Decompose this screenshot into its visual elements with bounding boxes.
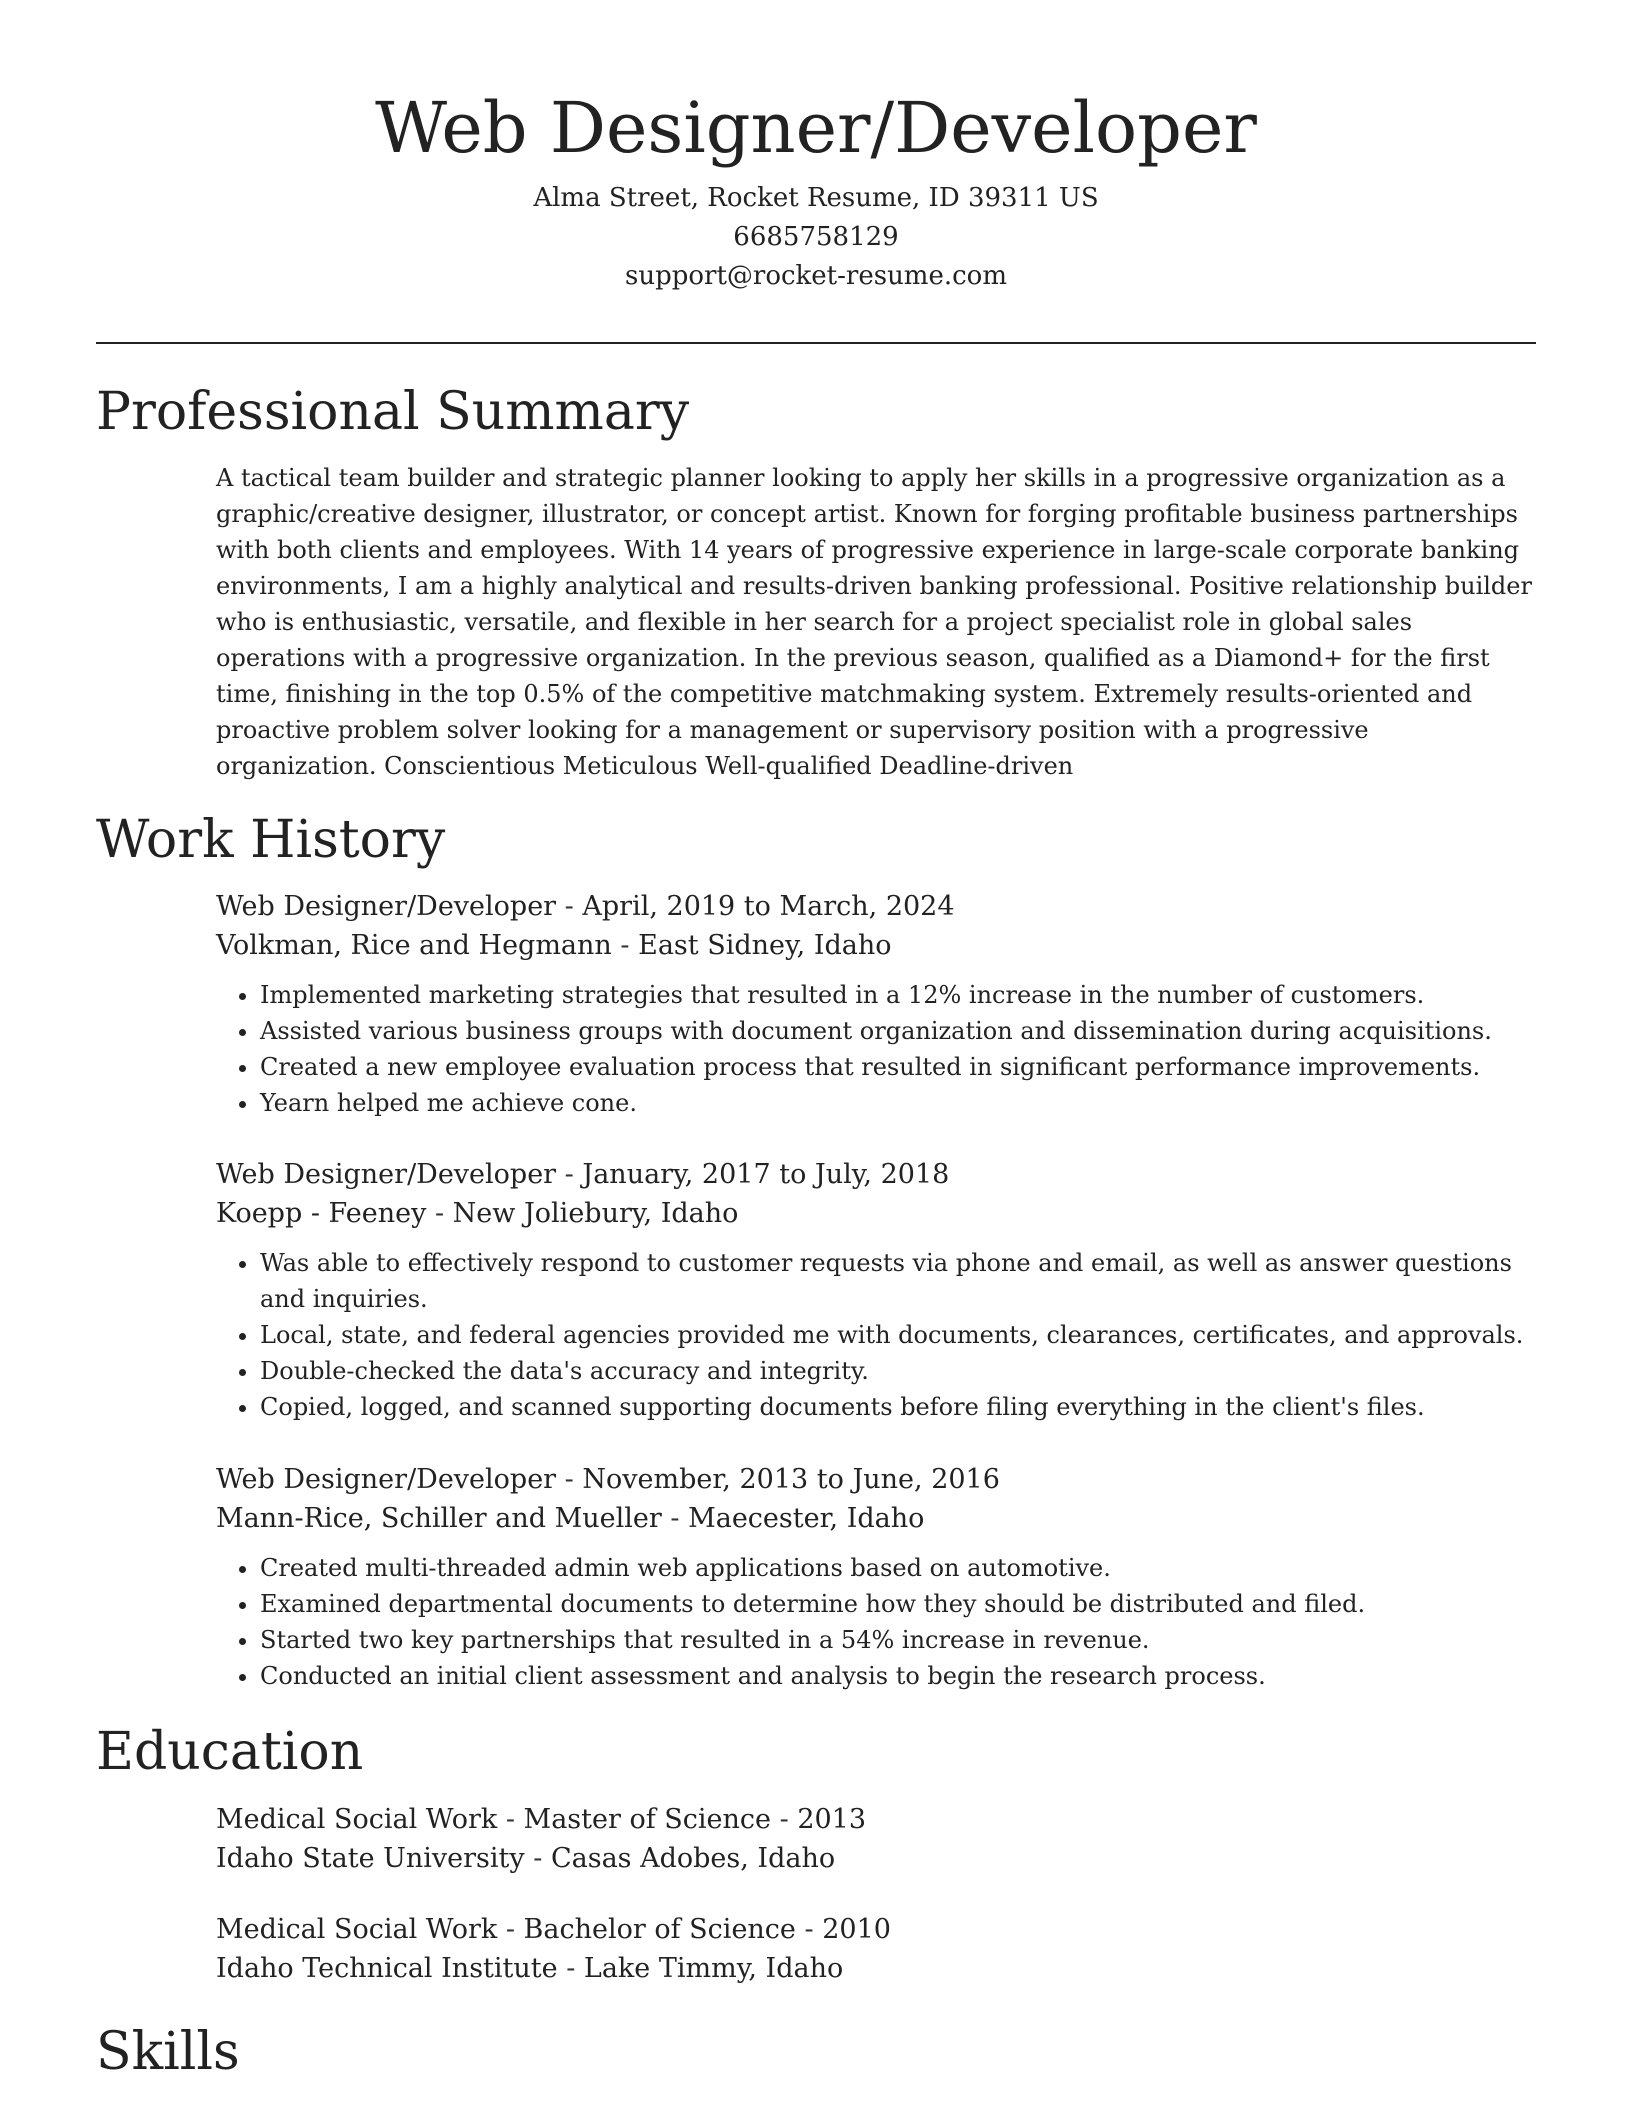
degree-year: 2010 — [822, 1914, 891, 1945]
job-dates: April, 2019 to March, 2024 — [582, 891, 955, 922]
list-item: • Created a new employee evaluation process that resulted in significant performance improvements. — [260, 1049, 1536, 1085]
job-company-line — [216, 926, 1536, 965]
job-title-line — [216, 887, 1536, 926]
school-name: Idaho State University — [216, 1843, 525, 1874]
list-item: • Conducted an initial client assessment and analysis to begin the research process. — [260, 1658, 1536, 1694]
header-divider — [96, 342, 1536, 344]
job-duties-list — [216, 977, 1536, 1121]
separator: - — [795, 1914, 823, 1945]
school-location: Lake Timmy, Idaho — [583, 1953, 844, 1984]
list-item: • Started two key partnerships that resulted in a 54% increase in revenue. — [260, 1622, 1536, 1658]
school-location: Casas Adobes, Idaho — [550, 1843, 836, 1874]
list-item: • Double-checked the data's accuracy and integrity. — [260, 1353, 1536, 1389]
job-entry — [216, 887, 1536, 1121]
separator: - — [426, 1198, 453, 1229]
job-dates: January, 2017 to July, 2018 — [582, 1159, 950, 1190]
school-name: Idaho Technical Institute — [216, 1953, 558, 1984]
section-title-skills: Skills — [96, 2022, 240, 2082]
degree-year: 2013 — [797, 1804, 867, 1835]
contact-email: support@rocket-resume.com — [624, 261, 1007, 291]
candidate-name: Web Designer/Developer — [375, 87, 1257, 169]
contact-address: Alma Street, Rocket Resume, ID 39311 US — [533, 183, 1099, 213]
job-entry — [216, 1155, 1536, 1425]
list-item: • Created multi-threaded admin web applications based on automotive. — [260, 1550, 1536, 1586]
list-item: • Copied, logged, and scanned supporting documents before filing everything in the client's files. — [260, 1389, 1536, 1425]
job-company: Volkman, Rice and Hegmann — [216, 930, 612, 961]
school-line — [216, 1949, 1536, 1988]
degree-type: Master of Science — [523, 1804, 772, 1835]
job-location: Maecester, Idaho — [688, 1503, 925, 1534]
section-title-education: Education — [96, 1722, 364, 1782]
section-title-work-history: Work History — [96, 810, 446, 870]
separator: - — [556, 1464, 583, 1495]
list-item: • Examined departmental documents to determine how they should be distributed and filed. — [260, 1586, 1536, 1622]
job-company: Mann-Rice, Schiller and Mueller — [216, 1503, 662, 1534]
summary-text: A tactical team builder and strategic planner looking to apply her skills in a progressive organization as a graphic/creative designer, illustrator, or concept artist. Known for forging profitable business partnerships with both clients and employees. With 14 years of progressive experience in large-scale corporate banking environments, I am a highly analytical and results-driven banking professional. Positive relationship builder who is enthusiastic, versatile, and flexible in her search for a project specialist role in global sales operations with a progressive organization. In the previous season, qualified as a Diamond+ for the first time, finishing in the top 0.5% of the competitive matchmaking system. Extremely results-oriented and proactive problem solver looking for a management or supervisory position with a progressive organization. Conscientious Meticulous Well-qualified Deadline-driven — [216, 464, 1532, 780]
job-role: Web Designer/Developer — [216, 1159, 557, 1190]
list-item: • Implemented marketing strategies that resulted in a 12% increase in the number of customers. — [260, 977, 1536, 1013]
list-item: • Assisted various business groups with document organization and dissemination during acquisitions. — [260, 1013, 1536, 1049]
separator: - — [497, 1804, 524, 1835]
job-location: East Sidney, Idaho — [638, 930, 892, 961]
degree-field: Medical Social Work — [216, 1914, 498, 1945]
separator: - — [556, 1159, 583, 1190]
degree-line — [216, 1910, 1536, 1949]
degree-field: Medical Social Work — [216, 1804, 498, 1835]
separator: - — [557, 1953, 584, 1984]
separator: - — [771, 1804, 798, 1835]
job-dates: November, 2013 to June, 2016 — [582, 1464, 1000, 1495]
list-item: • Yearn helped me achieve cone. — [260, 1085, 1536, 1121]
separator: - — [611, 930, 639, 961]
degree-type: Bachelor of Science — [523, 1914, 796, 1945]
job-duties-list — [216, 1550, 1536, 1694]
contact-phone: 6685758129 — [733, 222, 899, 252]
education-entry — [216, 1910, 1536, 1988]
job-company: Koepp - Feeney — [216, 1198, 427, 1229]
job-role: Web Designer/Developer — [216, 891, 557, 922]
list-item: • Local, state, and federal agencies provided me with documents, clearances, certificates, and approvals. — [260, 1317, 1536, 1353]
job-title-line — [216, 1460, 1536, 1499]
job-role: Web Designer/Developer — [216, 1464, 557, 1495]
job-entry — [216, 1460, 1536, 1694]
section-title-summary: Professional Summary — [96, 382, 690, 442]
job-title-line — [216, 1155, 1536, 1194]
education-entry — [216, 1800, 1536, 1878]
job-company-line — [216, 1194, 1536, 1233]
separator: - — [556, 891, 583, 922]
separator: - — [497, 1914, 524, 1945]
separator: - — [661, 1503, 689, 1534]
list-item: • Was able to effectively respond to customer requests via phone and email, as well as answer questions and inquiries. — [260, 1245, 1536, 1317]
resume-header — [0, 80, 1632, 296]
school-line — [216, 1839, 1536, 1878]
separator: - — [524, 1843, 551, 1874]
job-duties-list — [216, 1245, 1536, 1425]
degree-line — [216, 1800, 1536, 1839]
contact-info — [0, 179, 1632, 296]
job-location: New Joliebury, Idaho — [452, 1198, 739, 1229]
job-company-line — [216, 1499, 1536, 1538]
